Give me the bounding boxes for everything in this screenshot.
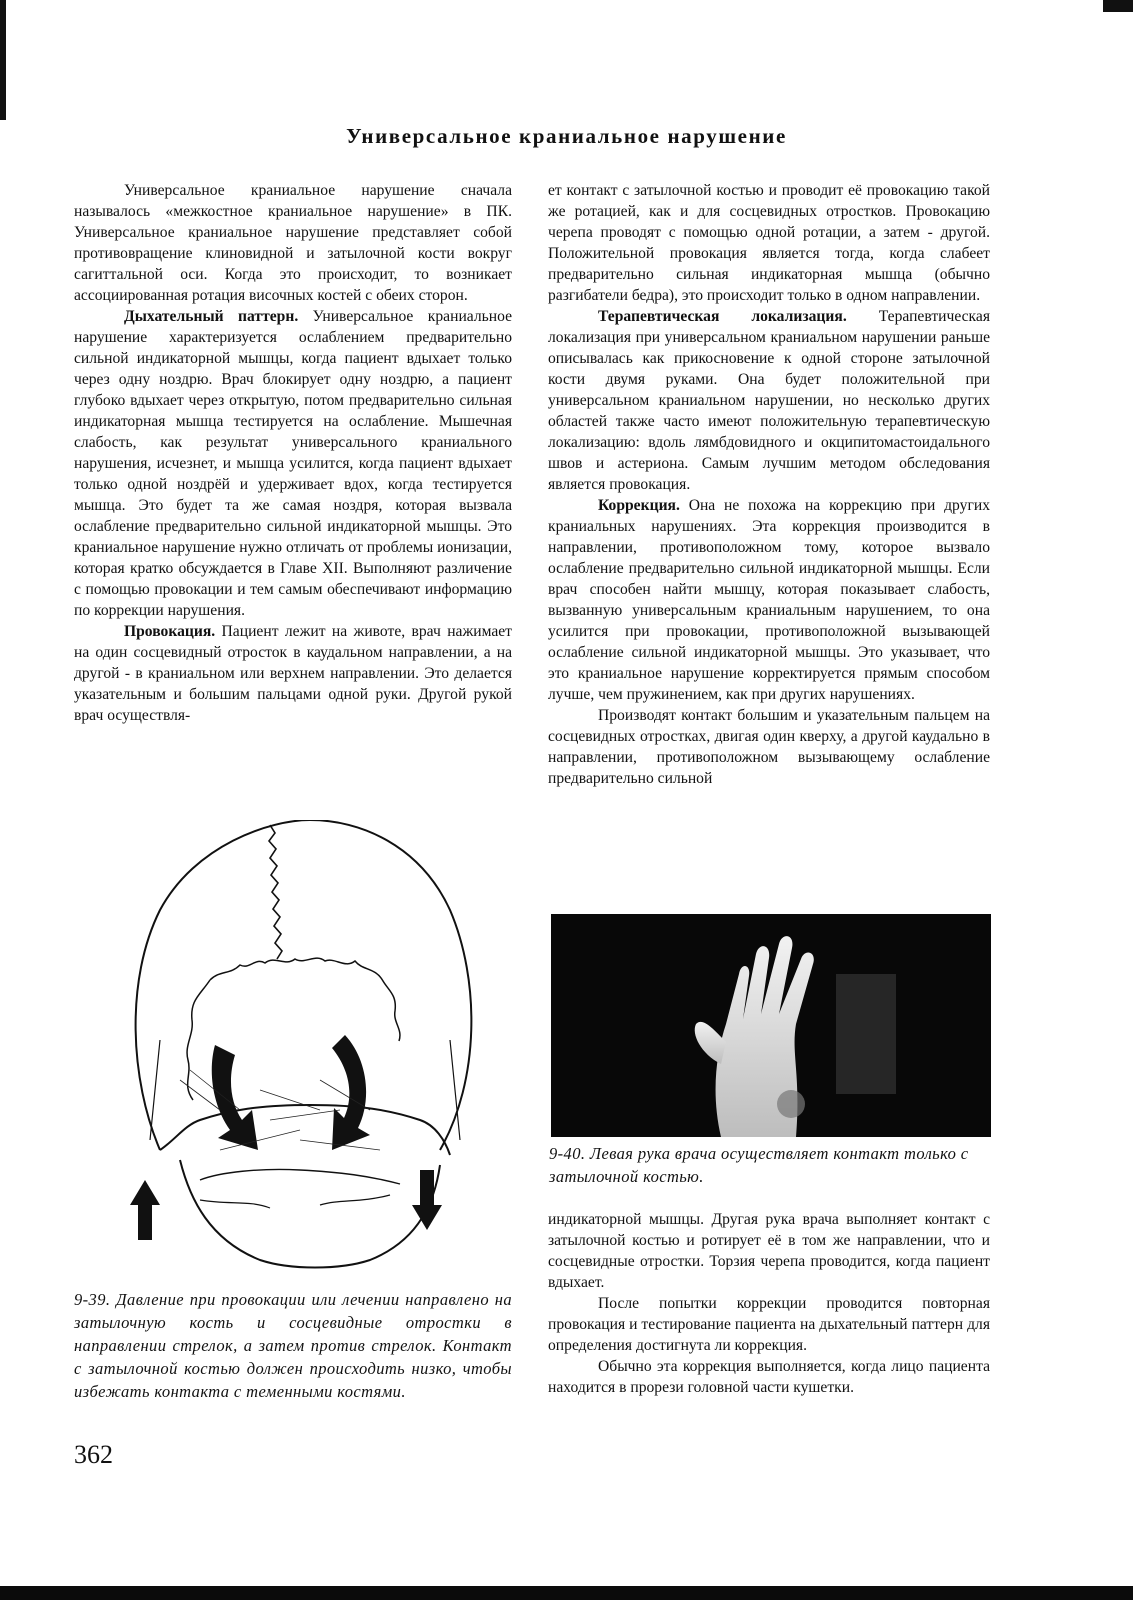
- section-heading: Терапевтическая локализация.: [598, 308, 847, 325]
- paragraph: Универсальное краниальное нарушение сначала называлось «межкостное краниальное нарушение» в ПК. Универсальное краниальное нарушение представляет собой противовращение клиновидной и затылочной кости вокруг сагиттальной оси. Когда это происходит, то возникает ассоциированная ротация височных костей с обеих сторон.: [74, 182, 512, 304]
- figure-caption-9-39: 9-39. Давление при провокации или лечении направлено на затылочную кость и сосцевидные отростки в направлении стрелок, а затем против стрелок. Контакт с затылочной костью должен происходить низко, чтобы избежать контакта с теменными костями.: [74, 1290, 512, 1401]
- left-text-column: [74, 180, 512, 726]
- section-heading: Дыхательный паттерн.: [124, 308, 299, 325]
- right-text-column: [548, 180, 990, 789]
- section-heading: Провокация.: [124, 623, 216, 640]
- paragraph: Провокация. Пациент лежит на животе, врач нажимает на один сосцевидный отросток в каудальном направлении, а на другой - в краниальном или верхнем направлении. Это делается указательным и большим пальцами одной руки. Другой рукой врач осуществля-: [74, 623, 512, 724]
- paragraph: ет контакт с затылочной костью и проводит её провокацию такой же ротацией, как и для сосцевидных отростков. Провокацию черепа проводят с помощью одной ротации, а затем - другой. Положительной провокация является тогда, когда слабеет предварительно сильная индикаторная мышца (обычно разгибатели бедра), это происходит только в одном направлении.: [548, 182, 990, 304]
- skull-illustration: [120, 820, 490, 1275]
- right-text-column-bottom: [548, 1209, 990, 1398]
- page-number: 362: [74, 1440, 113, 1469]
- figure-caption-9-40: 9-40. Левая рука врача осуществляет контакт только с затылочной костью.: [549, 1144, 969, 1186]
- section-heading: Коррекция.: [598, 497, 680, 514]
- paragraph: Производят контакт большим и указательным пальцем на сосцевидных отростках, двигая один кверху, а другой каудально в направлении, противоположном вызывающему ослабление предварительно сильной: [548, 707, 990, 787]
- paragraph: Обычно эта коррекция выполняется, когда лицо пациента находится в прорези головной части кушетки.: [548, 1358, 990, 1396]
- paragraph: Терапевтическая локализация. Терапевтическая локализация при универсальном краниальном нарушении раньше описывалась как прикосновение к одной стороне затылочной кости двумя руками. Она будет положительной при универсальном краниальном нарушении, но несколько других областей также часто имеют положительную терапевтическую локализацию: вдоль лямбдовидного и окципитомастоидального швов и астериона. Самым лучшим методом обследования является провокация.: [548, 308, 990, 493]
- page-title: Универсальное краниальное нарушение: [346, 124, 787, 148]
- paragraph: индикаторной мышцы. Другая рука врача выполняет контакт с затылочной костью и ротирует её в том же направлении, что и сосцевидные отростки. Торзия черепа проводится, когда пациент вдыхает.: [548, 1211, 990, 1291]
- scan-edge-right: [1103, 0, 1133, 12]
- scan-edge-bottom: [0, 1586, 1133, 1600]
- paragraph: Коррекция. Она не похожа на коррекцию при других краниальных нарушениях. Эта коррекция производится в направлении, противоположном тому, которое вызвало ослабление предварительно сильной индикаторной мышцы. Если врач способен найти мышцу, которая показывает слабость, вызванную универсальным краниальным нарушением, то она усилится при провокации, противоположной вызывающей ослабление сильной индикаторной мышцы. Это указывает, что это краниальное нарушение корректируется прямым способом лучше, чем пружинением, как при других нарушениях.: [548, 497, 990, 703]
- hand-image: [551, 914, 991, 1137]
- scan-edge-left: [0, 0, 6, 120]
- paragraph: Дыхательный паттерн. Универсальное краниальное нарушение характеризуется ослаблением предварительно сильной индикаторной мышцы, когда пациент вдыхает только через одну ноздрю. Врач блокирует одну ноздрю, а пациент глубоко вдыхает через открытую, потом предварительно сильная индикаторная мышца тестируется на ослабление. Мышечная слабость, как результат универсального краниального нарушения, исчезнет, и мышца усилится, когда пациент вдыхает только одной ноздрёй и удерживает вдох, когда тестируется мышца. Это будет та же самая ноздря, которая вызвала ослабление предварительно сильной индикаторной мышцы. Это краниальное нарушение нужно отличать от проблемы ионизации, которая кратко обсуждается в Главе XII. Выполняют различение с помощью провокации и тем самым обеспечивают информацию по коррекции нарушения.: [74, 308, 512, 619]
- paragraph: После попытки коррекции проводится повторная провокация и тестирование пациента на дыхательный паттерн для определения достигнута ли коррекция.: [548, 1295, 990, 1354]
- hand-photo: [551, 914, 991, 1137]
